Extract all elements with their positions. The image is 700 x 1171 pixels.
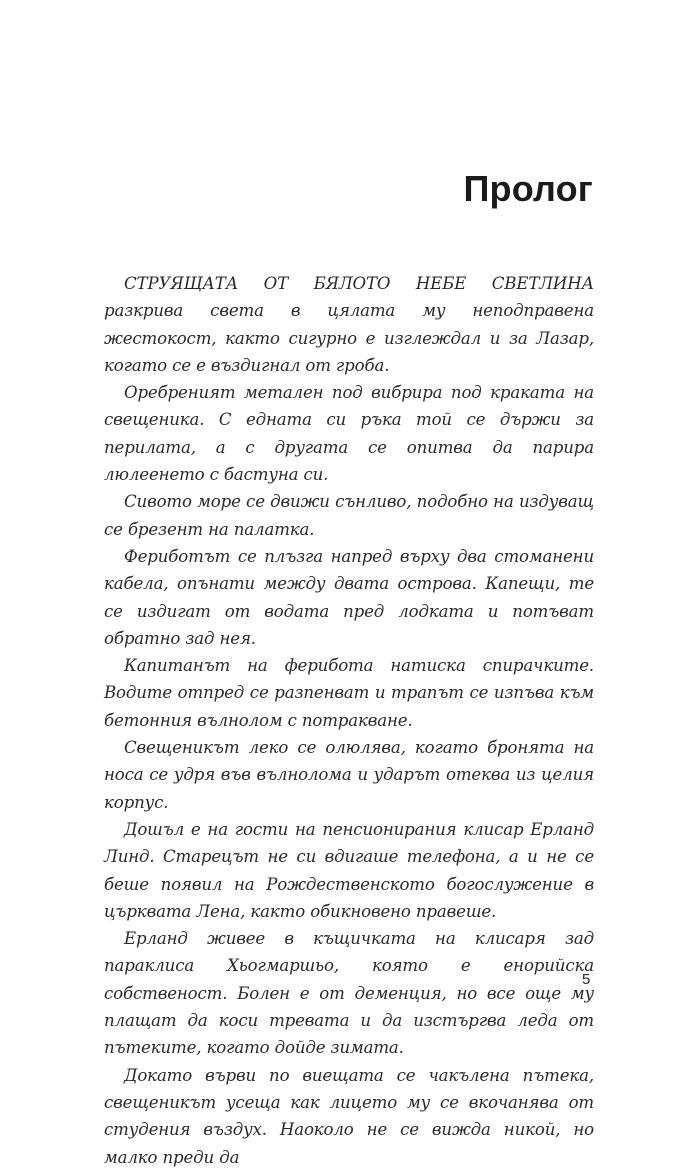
paragraph: Свещеникът леко се олюлява, когато бронята на носа се удря във вълнолома и ударът отеква из целия корпус.	[104, 738, 594, 812]
chapter-body	[104, 270, 594, 1171]
chapter-title: Пролог	[463, 168, 593, 209]
paragraph: Ерланд живее в къщичката на клисаря зад параклиса Хьогмаршьо, която е енорийска собственост. Болен е от деменция, но все още му плащат да коси тревата и да изстъргва леда от пътеките, когато дойде зимата.	[104, 929, 594, 1058]
paragraph: Оребреният метален под вибрира под краката на свещеника. С едната си ръка той се държи за перилата, а с другата се опитва да парира люлеенето с бастуна си.	[104, 383, 594, 485]
page-number: 5	[582, 971, 591, 988]
paragraph: Капитанът на ферибота натиска спирачките. Водите отпред се разпенват и трапът се изпъва към бетонния вълнолом с потракване.	[104, 656, 594, 730]
paragraph: Дошъл е на гости на пенсионирания клисар Ерланд Линд. Старецът не си вдигаше телефона, а и не се беше появил на Рождественското богослужение в църквата Лена, както обикновено правеше.	[104, 819, 594, 921]
paragraph: СТРУЯЩАТА ОТ БЯЛОТО НЕБЕ СВЕТЛИНА разкрива света в цялата му неподправена жестокост, както сигурно е изглеждал и за Лазар, когато се е въздигнал от гроба.	[104, 274, 594, 375]
paragraph: Фериботът се плъзга напред върху два стоманени кабела, опънати между двата острова. Капещи, те се издигат от водата пред лодката и потъват обратно зад нея.	[104, 546, 594, 648]
paragraph: Докато върви по виещата се чакълена пътека, свещеникът усеща как лицето му се вкочанява от студения въздух. Наоколо не се вижда никой, но малко преди да	[104, 1065, 594, 1167]
paragraph: Сивото море се движи сънливо, подобно на издуващ се брезент на палатка.	[104, 492, 594, 539]
